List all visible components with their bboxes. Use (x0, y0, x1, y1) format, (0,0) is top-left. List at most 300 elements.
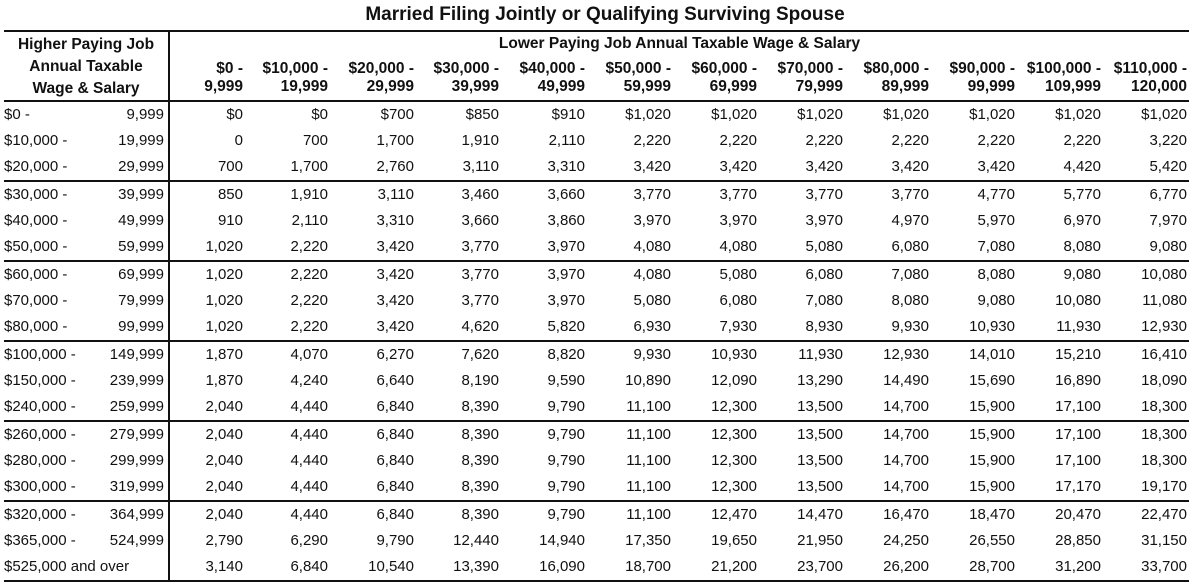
table-cell: 4,080 (587, 261, 673, 288)
table-cell: 5,970 (977, 212, 1015, 229)
table-row (4, 554, 1189, 581)
table-row (4, 448, 1189, 474)
table-cell: 4,080 (719, 238, 757, 255)
table-cell: $1,020 (969, 106, 1015, 123)
table-row (4, 314, 1189, 341)
table-cell: 1,700 (376, 132, 414, 149)
table-row (4, 208, 1189, 234)
table-cell: 3,970 (719, 212, 757, 229)
column-header-line: 19,999 (280, 78, 328, 95)
table-cell: 850 (169, 181, 245, 208)
row-label (4, 528, 169, 554)
table-cell: 4,970 (891, 212, 929, 229)
table-cell: 26,200 (845, 554, 931, 581)
table-cell: 9,080 (1017, 261, 1103, 288)
table-cell: 6,080 (891, 238, 929, 255)
row-label-from: $70,000 - (4, 292, 68, 309)
table-cell: 3,970 (501, 261, 587, 288)
row-label (4, 501, 169, 528)
table-cell: 6,840 (330, 421, 416, 448)
table-row (4, 181, 1189, 208)
table-cell: 2,220 (245, 261, 330, 288)
table-row (4, 421, 1189, 448)
row-label-from: $150,000 - (4, 372, 76, 389)
table-cell: $700 (380, 106, 414, 123)
table-cell: 1,910 (461, 132, 499, 149)
column-header (330, 56, 416, 101)
table-cell: 31,150 (1141, 532, 1187, 549)
column-header (759, 56, 845, 101)
table-cell: 3,140 (169, 554, 245, 581)
table-cell: 6,970 (1063, 212, 1101, 229)
row-label (4, 234, 169, 261)
table-cell: 3,770 (461, 238, 499, 255)
table-cell: 8,390 (416, 501, 501, 528)
table-cell: 2,220 (891, 132, 929, 149)
table-cell: 2,040 (205, 398, 243, 415)
table-cell: 19,170 (1141, 478, 1187, 495)
row-label-from: $525,000 and over (4, 558, 130, 575)
table-cell: 3,420 (719, 158, 757, 175)
table-cell: 2,040 (205, 478, 243, 495)
table-cell: 6,080 (719, 292, 757, 309)
table-cell: 17,350 (625, 532, 671, 549)
table-cell: 3,970 (547, 238, 585, 255)
row-label-to: 319,999 (109, 478, 164, 495)
table-cell: 3,220 (1149, 132, 1187, 149)
table-cell: 1,910 (245, 181, 330, 208)
table-row (4, 501, 1189, 528)
table-cell: 28,700 (931, 554, 1017, 581)
table-cell: 6,640 (376, 372, 414, 389)
table-cell: 15,900 (969, 452, 1015, 469)
table-cell: 17,100 (1055, 398, 1101, 415)
table-cell: 6,840 (376, 478, 414, 495)
table-cell: 11,100 (626, 478, 671, 495)
column-header-row (4, 56, 1189, 101)
table-cell: 2,220 (290, 238, 328, 255)
column-header (1017, 56, 1103, 101)
table-cell: 13,290 (797, 372, 843, 389)
table-cell: 12,470 (673, 501, 759, 528)
table-cell: 5,770 (1017, 181, 1103, 208)
table-cell: 3,770 (845, 181, 931, 208)
column-header-line: $70,000 - (777, 60, 843, 77)
column-header-line: $80,000 - (863, 60, 929, 77)
table-cell: $1,020 (711, 106, 757, 123)
table-cell: 6,840 (245, 554, 330, 581)
table-cell: 14,700 (883, 452, 929, 469)
row-label (4, 128, 169, 154)
row-axis-header-line: Wage & Salary (32, 80, 140, 97)
table-cell: 28,850 (1055, 532, 1101, 549)
column-header-line: 89,999 (881, 78, 929, 95)
table-cell: 7,930 (719, 318, 757, 335)
table-cell: 3,110 (330, 181, 416, 208)
table-cell: 33,700 (1103, 554, 1189, 581)
table-body (4, 101, 1189, 581)
table-cell: 9,790 (547, 398, 585, 415)
table-cell: 3,420 (376, 238, 414, 255)
table-cell: 15,900 (969, 478, 1015, 495)
table-cell: 1,020 (205, 238, 243, 255)
table-cell: 6,770 (1103, 181, 1189, 208)
column-header-line: 99,999 (967, 78, 1015, 95)
table-cell: $1,020 (1055, 106, 1101, 123)
row-label-from: $300,000 - (4, 478, 76, 495)
row-label-to: 19,999 (118, 132, 164, 149)
table-cell: 24,250 (883, 532, 929, 549)
row-label-to: 9,999 (126, 106, 164, 123)
row-label (4, 394, 169, 421)
table-row (4, 288, 1189, 314)
table-row (4, 528, 1189, 554)
table-cell: $1,020 (797, 106, 843, 123)
row-label-to: 299,999 (109, 452, 164, 469)
table-cell: 9,790 (547, 452, 585, 469)
table-cell: 3,660 (461, 212, 499, 229)
table-cell: 14,010 (931, 341, 1017, 368)
table-title: Married Filing Jointly or Qualifying Surviving Spouse (365, 4, 845, 25)
row-label (4, 368, 169, 394)
row-label-from: $0 - (4, 106, 30, 123)
row-label-from: $365,000 - (4, 532, 76, 549)
table-cell: 700 (302, 132, 328, 149)
column-header-line: $40,000 - (519, 60, 585, 77)
table-cell: 2,110 (291, 212, 328, 229)
row-label-from: $10,000 - (4, 132, 68, 149)
table-cell: 12,300 (711, 478, 757, 495)
row-label-from: $100,000 - (4, 346, 76, 363)
table-cell: 5,080 (805, 238, 843, 255)
table-cell: 4,070 (245, 341, 330, 368)
table-cell: 700 (217, 158, 243, 175)
table-cell: 2,040 (205, 452, 243, 469)
table-cell: $0 (311, 106, 328, 123)
table-cell: 18,090 (1141, 372, 1187, 389)
table-cell: 4,240 (290, 372, 328, 389)
column-header-line: $0 - (216, 60, 243, 77)
table-cell: 6,080 (759, 261, 845, 288)
table-cell: 23,700 (759, 554, 845, 581)
table-cell: 18,300 (1141, 398, 1187, 415)
table-cell: 8,390 (461, 452, 499, 469)
table-cell: 9,790 (547, 478, 585, 495)
table-cell: 6,840 (376, 398, 414, 415)
column-header-line: 9,999 (204, 78, 243, 95)
table-cell: 9,080 (1149, 238, 1187, 255)
table-cell: 11,930 (759, 341, 845, 368)
row-label (4, 448, 169, 474)
table-cell: 5,080 (633, 292, 671, 309)
table-cell: 14,470 (759, 501, 845, 528)
row-label (4, 181, 169, 208)
row-label (4, 421, 169, 448)
table-cell: 13,390 (416, 554, 501, 581)
row-label-to: 29,999 (118, 158, 164, 175)
row-label-to: 39,999 (118, 186, 164, 203)
table-cell: 6,290 (290, 532, 328, 549)
table-cell: $1,020 (1141, 106, 1187, 123)
table-cell: 4,080 (633, 238, 671, 255)
table-cell: 4,440 (245, 421, 330, 448)
table-cell: 13,500 (797, 452, 843, 469)
table-cell: 9,790 (501, 421, 587, 448)
column-header-line: $90,000 - (949, 60, 1015, 77)
row-label (4, 474, 169, 501)
table-cell: 4,620 (461, 318, 499, 335)
table-cell: 31,200 (1017, 554, 1103, 581)
row-label-from: $60,000 - (4, 266, 68, 283)
row-label (4, 154, 169, 181)
table-cell: 10,540 (330, 554, 416, 581)
table-cell: 18,470 (931, 501, 1017, 528)
table-row (4, 154, 1189, 181)
table-cell: 11,930 (1056, 318, 1101, 335)
row-label (4, 288, 169, 314)
table-cell: 14,700 (845, 421, 931, 448)
table-cell: 3,970 (805, 212, 843, 229)
row-label (4, 261, 169, 288)
table-cell: 12,930 (1141, 318, 1187, 335)
row-label (4, 101, 169, 128)
table-row (4, 474, 1189, 501)
row-label-to: 69,999 (118, 266, 164, 283)
table-cell: 3,970 (633, 212, 671, 229)
table-cell: 3,860 (547, 212, 585, 229)
column-header (501, 56, 587, 101)
table-cell: 2,760 (376, 158, 414, 175)
table-cell: 7,620 (416, 341, 501, 368)
table-cell: 5,820 (547, 318, 585, 335)
row-label-to: 524,999 (109, 532, 164, 549)
table-cell: 12,930 (845, 341, 931, 368)
table-cell: 2,790 (205, 532, 243, 549)
table-cell: 6,840 (330, 501, 416, 528)
table-cell: 11,080 (1142, 292, 1187, 309)
column-header (1103, 56, 1189, 101)
table-cell: 3,420 (633, 158, 671, 175)
table-cell: 13,500 (797, 398, 843, 415)
table-cell: 1,020 (169, 261, 245, 288)
table-cell: 21,200 (673, 554, 759, 581)
table-cell: 3,420 (376, 318, 414, 335)
column-header-line: 69,999 (709, 78, 757, 95)
table-cell: 2,040 (169, 421, 245, 448)
table-cell: 17,100 (1055, 452, 1101, 469)
table-cell: 2,220 (1063, 132, 1101, 149)
table-cell: 18,300 (1141, 452, 1187, 469)
table-cell: 2,110 (548, 132, 585, 149)
table-cell: 2,220 (633, 132, 671, 149)
table-cell: 17,100 (1017, 421, 1103, 448)
row-label-to: 364,999 (109, 506, 164, 523)
table-cell: 16,410 (1103, 341, 1189, 368)
column-group-header: Lower Paying Job Annual Taxable Wage & Salary (169, 31, 1189, 56)
table-cell: 11,100 (626, 398, 671, 415)
table-cell: 12,300 (711, 398, 757, 415)
table-cell: 8,080 (931, 261, 1017, 288)
table-cell: 19,650 (711, 532, 757, 549)
table-cell: 11,100 (587, 501, 673, 528)
column-header-line: 39,999 (451, 78, 499, 95)
table-cell: 7,970 (1149, 212, 1187, 229)
table-cell: 14,490 (883, 372, 929, 389)
column-header-line: $50,000 - (605, 60, 671, 77)
column-header (169, 56, 245, 101)
table-cell: 14,700 (883, 398, 929, 415)
column-header (416, 56, 501, 101)
table-cell: 21,950 (797, 532, 843, 549)
row-label-from: $80,000 - (4, 318, 68, 335)
table-cell: 15,900 (931, 421, 1017, 448)
table-cell: 15,900 (969, 398, 1015, 415)
table-cell: 16,890 (1055, 372, 1101, 389)
row-label-to: 99,999 (118, 318, 164, 335)
table-cell: 9,930 (587, 341, 673, 368)
row-label (4, 314, 169, 341)
table-cell: 10,080 (1055, 292, 1101, 309)
table-cell: 26,550 (969, 532, 1015, 549)
table-cell: 1,870 (205, 372, 243, 389)
table-cell: 8,190 (461, 372, 499, 389)
row-label-from: $280,000 - (4, 452, 76, 469)
table-cell: 6,270 (330, 341, 416, 368)
table-cell: 8,930 (805, 318, 843, 335)
table-cell: 3,310 (547, 158, 585, 175)
table-cell: 3,420 (330, 261, 416, 288)
table-cell: 15,690 (969, 372, 1015, 389)
column-header-line: $20,000 - (348, 60, 414, 77)
table-cell: 6,930 (633, 318, 671, 335)
table-cell: 5,080 (673, 261, 759, 288)
table-cell: 2,220 (719, 132, 757, 149)
table-cell: 4,440 (245, 501, 330, 528)
table-row (4, 234, 1189, 261)
table-row (4, 261, 1189, 288)
table-cell: 10,930 (969, 318, 1015, 335)
table-row (4, 341, 1189, 368)
column-header-line: $30,000 - (433, 60, 499, 77)
table-cell: 7,080 (845, 261, 931, 288)
table-cell: 17,170 (1055, 478, 1101, 495)
table-cell: 22,470 (1103, 501, 1189, 528)
table-cell: 10,930 (673, 341, 759, 368)
table-cell: 3,770 (673, 181, 759, 208)
table-cell: 2,040 (169, 501, 245, 528)
table-cell: 910 (217, 212, 243, 229)
row-label-to: 59,999 (118, 238, 164, 255)
column-header (587, 56, 673, 101)
table-cell: 9,590 (547, 372, 585, 389)
row-label-from: $320,000 - (4, 506, 76, 523)
column-header-line: $60,000 - (691, 60, 757, 77)
table-cell: 12,440 (453, 532, 499, 549)
table-cell: 12,300 (673, 421, 759, 448)
table-cell: 3,770 (587, 181, 673, 208)
table-cell: 4,440 (290, 452, 328, 469)
table-cell: 0 (234, 132, 243, 149)
table-cell: $850 (465, 106, 499, 123)
table-row (4, 128, 1189, 154)
table-cell: 8,820 (501, 341, 587, 368)
table-cell: 2,220 (290, 292, 328, 309)
table-cell: 12,090 (711, 372, 757, 389)
row-label (4, 208, 169, 234)
table-cell: 4,440 (290, 398, 328, 415)
column-header (673, 56, 759, 101)
table-cell: 3,420 (805, 158, 843, 175)
table-cell: 2,220 (977, 132, 1015, 149)
table-cell: 3,420 (891, 158, 929, 175)
table-cell: $1,020 (625, 106, 671, 123)
table-cell: 1,020 (205, 318, 243, 335)
table-row (4, 101, 1189, 128)
table-row (4, 394, 1189, 421)
column-header (845, 56, 931, 101)
table-cell: 9,790 (376, 532, 414, 549)
row-label-to: 279,999 (109, 426, 164, 443)
table-cell: 18,300 (1103, 421, 1189, 448)
row-label-to: 79,999 (118, 292, 164, 309)
table-cell: 10,890 (625, 372, 671, 389)
table-cell: 3,970 (547, 292, 585, 309)
table-cell: 3,660 (501, 181, 587, 208)
column-header-line: $10,000 - (262, 60, 328, 77)
table-cell: 8,390 (461, 478, 499, 495)
table-cell: 2,220 (290, 318, 328, 335)
row-axis-header (4, 31, 169, 101)
row-label-from: $30,000 - (4, 186, 68, 203)
column-header-line: 29,999 (366, 78, 414, 95)
table-cell: 11,100 (587, 421, 673, 448)
table-cell: $1,020 (883, 106, 929, 123)
table-cell: 13,500 (797, 478, 843, 495)
table-cell: 9,790 (501, 501, 587, 528)
table-cell: 2,220 (805, 132, 843, 149)
table-cell: 18,700 (587, 554, 673, 581)
table-cell: 14,700 (883, 478, 929, 495)
table-cell: $0 (226, 106, 243, 123)
table-cell: 15,210 (1017, 341, 1103, 368)
withholding-table (4, 30, 1189, 582)
table-cell: 14,940 (539, 532, 585, 549)
table-cell: 3,310 (376, 212, 414, 229)
table-row (4, 368, 1189, 394)
row-label-to: 239,999 (109, 372, 164, 389)
table-cell: 20,470 (1017, 501, 1103, 528)
table-cell: 8,390 (416, 421, 501, 448)
table-cell: 3,770 (759, 181, 845, 208)
row-label-to: 259,999 (109, 398, 164, 415)
table-cell: 1,700 (290, 158, 328, 175)
row-label-to: 149,999 (109, 346, 164, 363)
table-cell: 3,420 (977, 158, 1015, 175)
table-cell: 3,770 (461, 292, 499, 309)
table-cell: 10,080 (1103, 261, 1189, 288)
column-header-line: 49,999 (537, 78, 585, 95)
table-cell: 3,460 (416, 181, 501, 208)
table-cell: 6,840 (376, 452, 414, 469)
table-cell: 16,470 (845, 501, 931, 528)
row-label-from: $20,000 - (4, 158, 68, 175)
table-cell: 9,080 (977, 292, 1015, 309)
table-cell: 7,080 (805, 292, 843, 309)
row-label-to: 49,999 (118, 212, 164, 229)
row-label-from: $50,000 - (4, 238, 68, 255)
table-cell: 1,870 (169, 341, 245, 368)
row-label (4, 554, 169, 581)
